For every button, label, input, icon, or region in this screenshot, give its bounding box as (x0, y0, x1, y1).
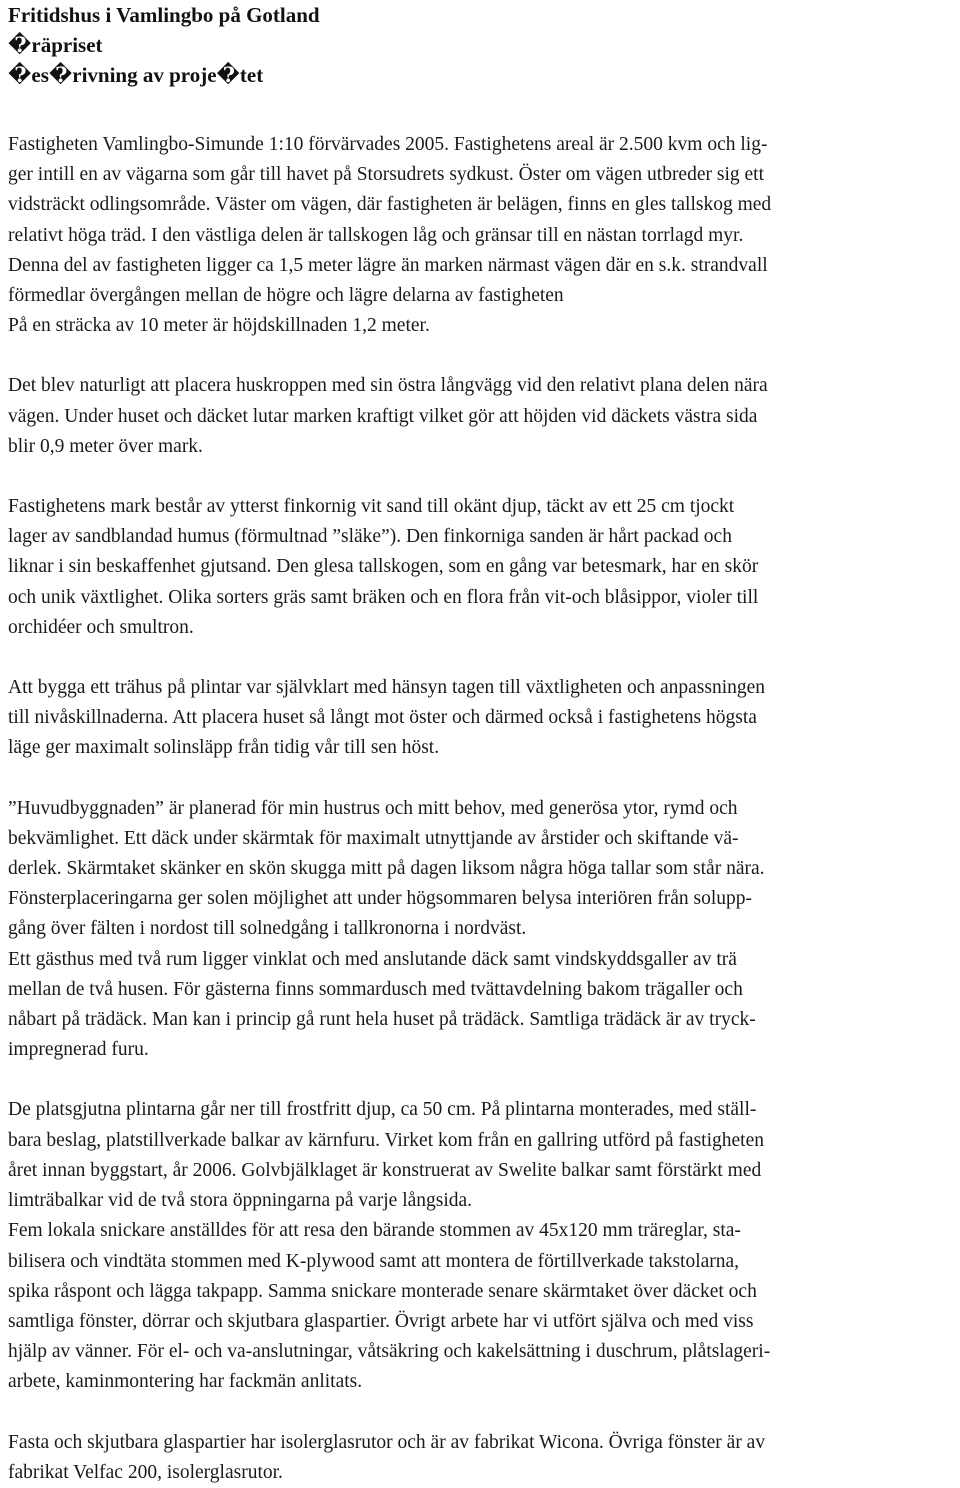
text-line: ger intill en av vägarna som går till havet på Storsudrets sydkust. Öster om vägen utbreder sig ett (8, 164, 764, 186)
text-line: hjälp av vänner. För el- och va-anslutningar, våtsäkring och kakelsättning i duschrum, plåtslageri- (8, 1341, 771, 1363)
text-line: lager av sandblandad humus (förmultnad ”släke”). Den finkorniga sanden är hårt packad och (8, 526, 732, 548)
text-line: vägen. Under huset och däcket lutar marken kraftigt vilket gör att höjden vid däckets västra sida (8, 405, 758, 427)
text-line: fabrikat Velfac 200, isolerglasrutor. (8, 1461, 283, 1483)
text-line: Fastigheten Vamlingbo-Simunde 1:10 förvärvades 2005. Fastighetens areal är 2.500 kvm och lig- (8, 134, 768, 155)
text-line: impregnerad furu. (8, 1039, 149, 1061)
paragraph (8, 1095, 956, 1397)
text-line: Fastighetens mark består av ytterst finkornig vit sand till okänt djup, täckt av ett 25 cm tjockt (8, 496, 735, 518)
text-line: arbete, kaminmontering har fackmän anlitats. (8, 1371, 363, 1393)
section-heading: �es�rivning av proje�tet (8, 63, 264, 87)
text-line: liknar i sin beskaffenhet gjutsand. Den glesa tallskogen, som en gång var betesmark, har en skör (8, 556, 759, 578)
document-body (8, 130, 956, 1488)
text-line: Fönsterplaceringarna ger solen möjlighet att under högsommaren belysa interiören från solupp- (8, 888, 753, 910)
document-subtitle: �räpriset (8, 33, 103, 57)
text-line: Det blev naturligt att placera huskroppen med sin östra långvägg vid den relativt plana delen nära (8, 375, 768, 397)
paragraph (8, 673, 956, 764)
text-line: orchidéer och smultron. (8, 616, 194, 638)
text-line: läge ger maximalt solinsläpp från tidig vår till sen höst. (8, 737, 440, 759)
paragraph (8, 1428, 956, 1488)
text-line: Att bygga ett trähus på plintar var självklart med hänsyn tagen till växtligheten och anpassningen (8, 677, 766, 699)
text-line: bara beslag, platstillverkade balkar av kärnfuru. Virket kom från en gallring utförd på fastigheten (8, 1129, 764, 1151)
text-line: gång över fälten i nordost till solnedgång i tallkronorna i nordväst. (8, 918, 527, 940)
text-line: Denna del av fastigheten ligger ca 1,5 meter lägre än marken närmast vägen där en s.k. strandvall (8, 254, 768, 276)
paragraph (8, 794, 956, 1066)
text-line: De platsgjutna plintarna går ner till frostfritt djup, ca 50 cm. På plintarna monterades, med ställ- (8, 1099, 757, 1121)
text-line: Fem lokala snickare anställdes för att resa den bärande stommen av 45x120 mm träreglar, sta- (8, 1220, 741, 1242)
text-line: Ett gästhus med två rum ligger vinklat och med anslutande däck samt vindskyddsgaller av trä (8, 948, 737, 970)
text-line: ”Huvudbyggnaden” är planerad för min hustrus och mitt behov, med generösa ytor, rymd och (8, 797, 738, 819)
text-line: till nivåskillnaderna. Att placera huset så långt mot öster och därmed också i fastighetens högsta (8, 707, 757, 729)
text-line: mellan de två husen. För gästerna finns sommardusch med tvättavdelning bakom trägaller och (8, 978, 743, 1000)
paragraph (8, 371, 956, 462)
document-heading (8, 0, 956, 90)
document-title: Fritidshus i Vamlingbo på Gotland (8, 3, 320, 27)
paragraph (8, 492, 956, 643)
text-line: och unik växtlighet. Olika sorters gräs samt bräken och en flora från vit-och blåsippor, violer till (8, 586, 759, 608)
text-line: samtliga fönster, dörrar och skjutbara glaspartier. Övrigt arbete har vi utfört själva och med viss (8, 1310, 754, 1332)
text-line: På en sträcka av 10 meter är höjdskillnaden 1,2 meter. (8, 315, 430, 337)
text-line: året innan byggstart, år 2006. Golvbjälklaget är konstruerat av Swelite balkar samt förstärkt med (8, 1159, 762, 1181)
text-line: bilisera och vindtäta stommen med K-plywood samt att montera de förtillverkade takstolarna, (8, 1250, 740, 1272)
text-line: limträbalkar vid de två stora öppningarna på varje långsida. (8, 1190, 473, 1212)
text-line: bekvämlighet. Ett däck under skärmtak för maximalt utnyttjande av årstider och skiftande vä- (8, 827, 739, 849)
text-line: förmedlar övergången mellan de högre och lägre delarna av fastigheten (8, 285, 564, 307)
text-line: blir 0,9 meter över mark. (8, 435, 203, 457)
paragraph (8, 130, 956, 341)
document-page (8, 0, 956, 1488)
text-line: vidsträckt odlingsområde. Väster om vägen, där fastigheten är belägen, finns en gles tallskog med (8, 194, 772, 216)
text-line: Fasta och skjutbara glaspartier har isolerglasrutor och är av fabrikat Wicona. Övriga fönster är av (8, 1431, 766, 1453)
text-line: relativt höga träd. I den västliga delen är tallskogen låg och gränsar till en nästan torrlagd myr. (8, 224, 744, 246)
text-line: nåbart på trädäck. Man kan i princip gå runt hela huset på trädäck. Samtliga trädäck är av tryck- (8, 1009, 756, 1031)
text-line: derlek. Skärmtaket skänker en skön skugga mitt på dagen liksom några höga tallar som står nära. (8, 858, 765, 880)
text-line: spika råspont och lägga takpapp. Samma snickare monterade senare skärmtaket över däcket och (8, 1280, 757, 1302)
